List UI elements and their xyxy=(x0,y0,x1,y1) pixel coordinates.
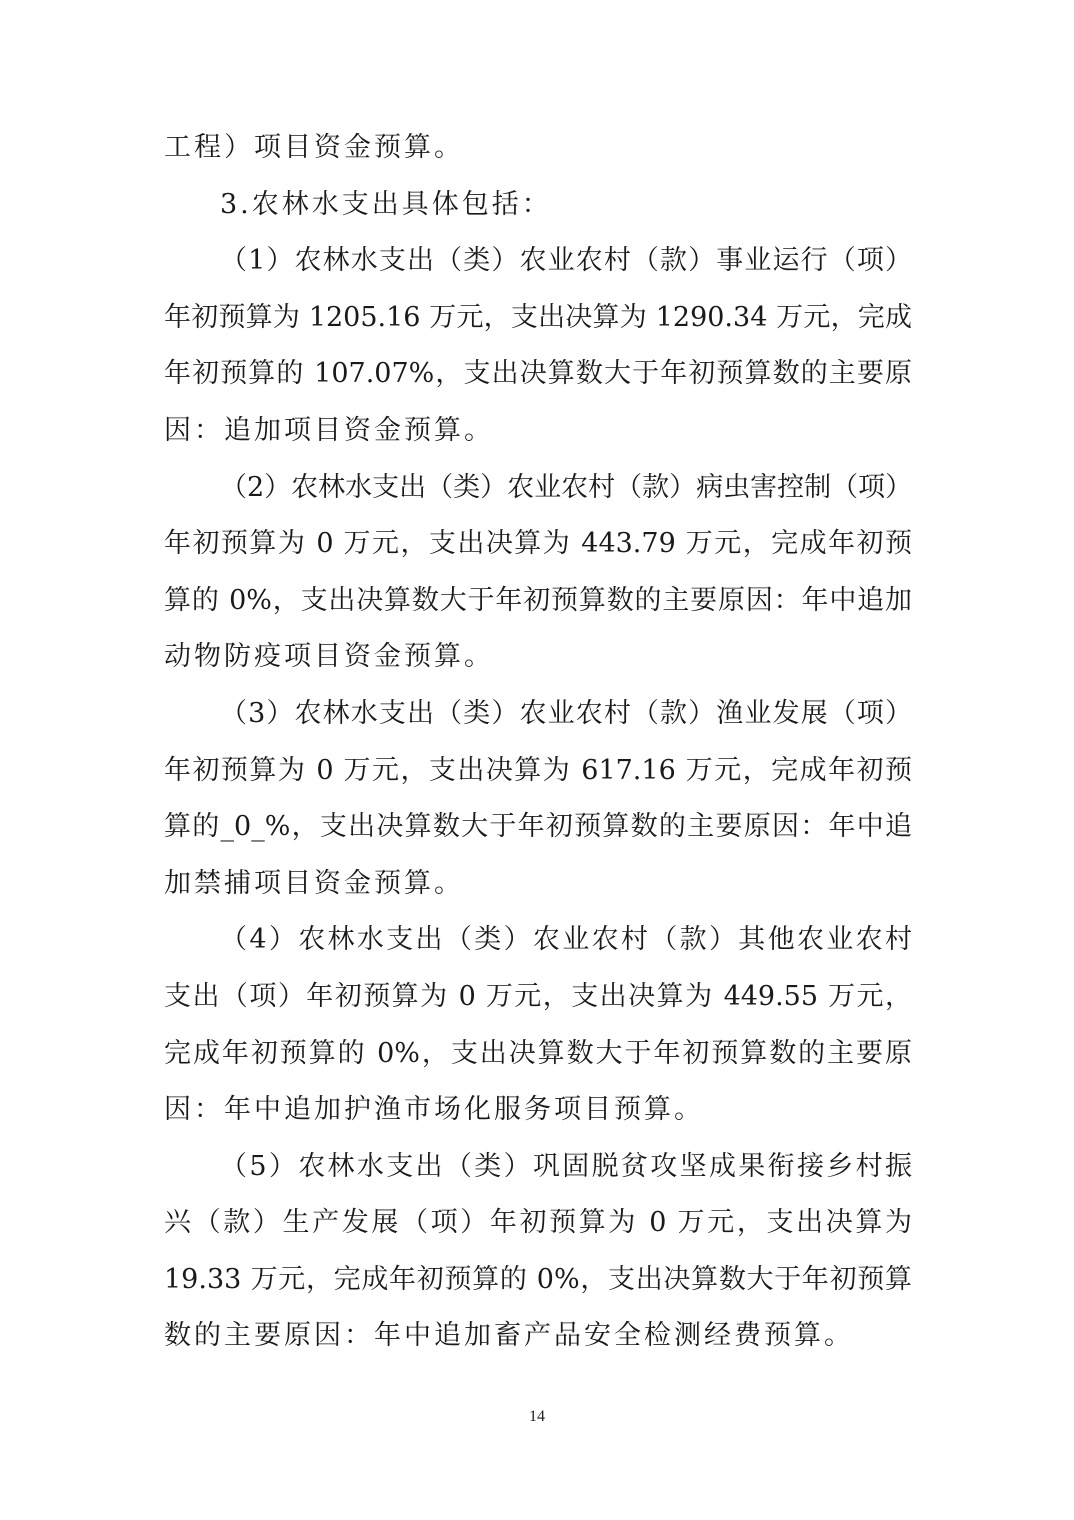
text-line: （4）农林水支出（类）农业农村（款）其他农业农村 xyxy=(220,924,912,956)
text-line: 数的主要原因：年中追加畜产品安全检测经费预算。 xyxy=(164,1320,854,1352)
text-line: 年初预算的 107.07%，支出决算数大于年初预算数的主要原 xyxy=(164,358,912,390)
body-text xyxy=(164,120,912,1365)
text-line: 因：年中追加护渔市场化服务项目预算。 xyxy=(164,1094,704,1126)
text-line: （1）农林水支出（类）农业农村（款）事业运行（项） xyxy=(220,245,912,277)
text-line: （3）农林水支出（类）农业农村（款）渔业发展（项） xyxy=(220,697,912,729)
text-line: 年初预算为 0 万元，支出决算为 443.79 万元，完成年初预 xyxy=(164,528,912,560)
text-line: 兴（款）生产发展（项）年初预算为 0 万元，支出决算为 xyxy=(164,1207,912,1239)
text-line: 19.33 万元，完成年初预算的 0%，支出决算数大于年初预算 xyxy=(164,1263,912,1295)
text-line: 工程）项目资金预算。 xyxy=(164,132,464,163)
section-heading: 3.农林水支出具体包括： xyxy=(220,188,552,220)
text-line: 因：追加项目资金预算。 xyxy=(164,414,494,446)
text-line: 支出（项）年初预算为 0 万元，支出决算为 449.55 万元， xyxy=(164,980,912,1012)
text-line: 算的_0_%，支出决算数大于年初预算数的主要原因：年中追 xyxy=(164,811,912,843)
text-line: 年初预算为 0 万元，支出决算为 617.16 万元，完成年初预 xyxy=(164,754,912,786)
text-line: 动物防疫项目资金预算。 xyxy=(164,641,494,673)
page-number: 14 xyxy=(529,1408,545,1425)
text-line: 加禁捕项目资金预算。 xyxy=(164,867,464,899)
text-line: 年初预算为 1205.16 万元，支出决算为 1290.34 万元，完成 xyxy=(164,301,912,333)
text-line: 完成年初预算的 0%，支出决算数大于年初预算数的主要原 xyxy=(164,1037,912,1069)
text-line: 算的 0%，支出决算数大于年初预算数的主要原因：年中追加 xyxy=(164,584,912,616)
text-line: （5）农林水支出（类）巩固脱贫攻坚成果衔接乡村振 xyxy=(220,1150,912,1182)
text-line: （2）农林水支出（类）农业农村（款）病虫害控制（项） xyxy=(220,471,912,503)
